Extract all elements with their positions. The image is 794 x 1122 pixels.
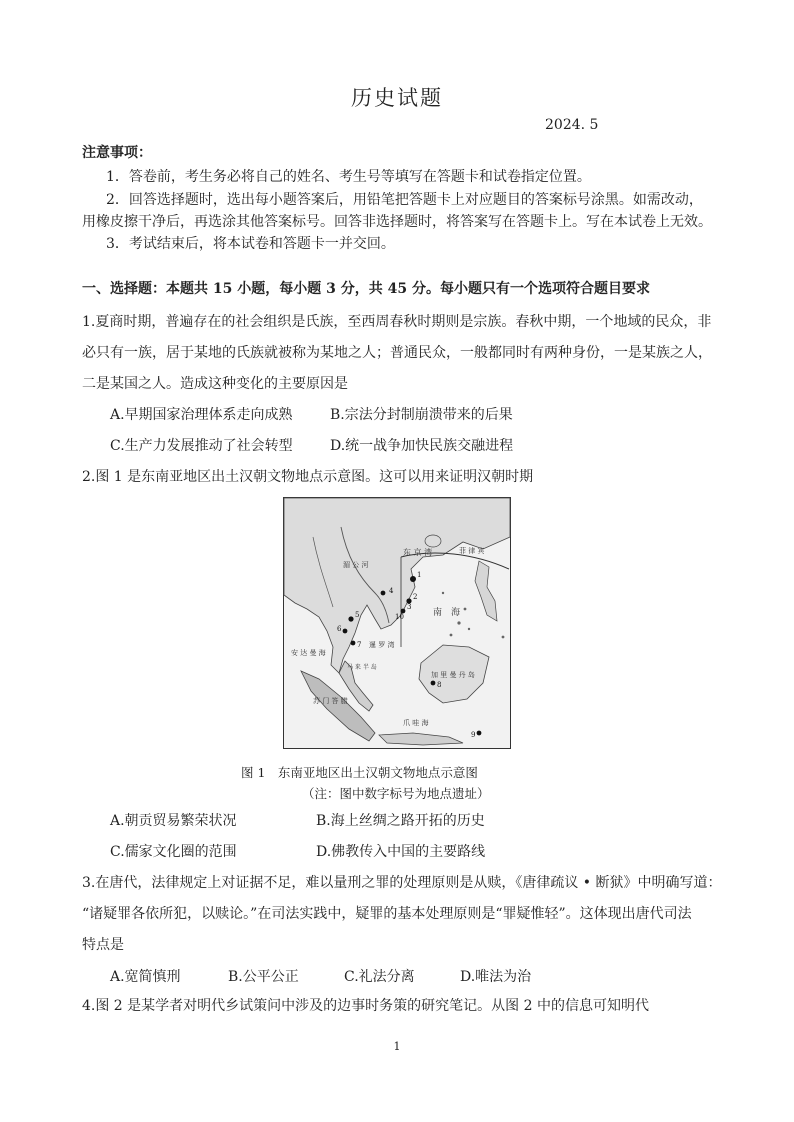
map-label-gulf-tonkin: 东 京 湾	[403, 548, 433, 557]
site-number: 9	[471, 731, 476, 739]
q1-option-b[interactable]: B.宗法分封制崩溃带来的后果	[330, 407, 513, 423]
q1-option-c[interactable]: C.生产力发展推动了社会转型	[110, 438, 293, 454]
q1-line-3: 二是某国之人。造成这种变化的主要原因是	[82, 376, 348, 392]
site-number: 10	[395, 613, 404, 621]
q1-line-1: 1.夏商时期，普遍存在的社会组织是氏族，至西周春秋时期则是宗族。春秋中期，一个地域的民众，非	[82, 314, 712, 330]
site-number: 1	[417, 571, 422, 579]
q2-line: 2.图 1 是东南亚地区出土汉朝文物地点示意图。这可以用来证明汉朝时期	[82, 469, 534, 485]
q3-line-2: “诸疑罪各依所犯，以赎论。”在司法实践中，疑罪的基本处理原则是“罪疑惟轻”。这体现出唐代司法	[82, 906, 692, 922]
figure-note: （注：图中数字标号为地点遗址）	[302, 786, 490, 801]
site-number: 5	[355, 611, 360, 619]
notice-item-2: 2．回答选择题时，选出每小题答案后，用铅笔把答题卡上对应题目的答案标号涂黑。如需改动，	[106, 192, 703, 208]
site-number: 7	[357, 641, 362, 649]
map-label-mekong: 湄 公 河	[343, 561, 369, 569]
map-label-sumatra: 苏 门 答 腊	[313, 697, 348, 705]
notice-heading: 注意事项：	[82, 145, 152, 161]
notice-item-3: 3．考试结束后，将本试卷和答题卡一并交回。	[106, 236, 395, 252]
q2-option-c[interactable]: C.儒家文化圈的范围	[110, 844, 237, 860]
map-label-philippines: 菲 律 宾	[459, 547, 485, 555]
site-number: 4	[389, 587, 394, 595]
map-label-andaman-sea: 安 达 曼 海	[291, 649, 326, 657]
q4-line: 4.图 2 是某学者对明代乡试策问中涉及的边事时务策的研究笔记。从图 2 中的信息可知明代	[82, 998, 649, 1014]
figure-caption: 图 1 东南亚地区出土汉朝文物地点示意图	[241, 765, 478, 780]
map-label-malay-peninsula: 马 来 半 岛	[347, 664, 377, 671]
site-number: 8	[437, 681, 442, 689]
q3-line-3: 特点是	[82, 937, 124, 953]
q1-option-d[interactable]: D.统一战争加快民族交融进程	[330, 438, 514, 454]
q2-option-d[interactable]: D.佛教传入中国的主要路线	[316, 844, 486, 860]
exam-date: 2024. 5	[545, 117, 599, 133]
site-number: 2	[413, 593, 418, 601]
site-number: 6	[337, 625, 342, 633]
q3-option-b[interactable]: B.公平公正	[228, 969, 299, 985]
map-label-borneo: 加 里 曼 丹 岛	[431, 671, 475, 679]
notice-item-2-cont: 用橡皮擦干净后，再选涂其他答案标号。回答非选择题时，将答案写在答题卡上。写在本试卷上无效。	[82, 214, 712, 230]
q3-line-1: 3.在唐代，法律规定上对证据不足，难以量刑之罪的处理原则是从赎，《唐律疏议 • 断狱》中明确写道：	[82, 875, 722, 891]
q1-option-a[interactable]: A.早期国家治理体系走向成熟	[110, 407, 293, 423]
q3-option-a[interactable]: A.宽简慎刑	[110, 969, 181, 985]
q3-option-c[interactable]: C.礼法分离	[344, 969, 415, 985]
map-label-gulf-siam: 暹 罗 湾	[369, 641, 395, 649]
southeast-asia-map-figure	[283, 497, 511, 749]
q3-option-d[interactable]: D.唯法为治	[460, 969, 532, 985]
page-number: 1	[393, 1040, 401, 1053]
map-label-south-sea: 南 海	[433, 608, 461, 618]
page-title: 历史试题	[351, 86, 443, 110]
map-label-java-sea: 爪 哇 海	[403, 719, 429, 727]
q1-line-2: 必只有一族，居于某地的氏族就被称为某地之人；普通民众，一般都同时有两种身份，一是某族之人，	[82, 345, 712, 361]
section-heading: 一、选择题：本题共 15 小题，每小题 3 分，共 45 分。每小题只有一个选项符合题目要求	[82, 281, 650, 297]
site-number: 3	[407, 603, 412, 611]
notice-item-1: 1．答卷前，考生务必将自己的姓名、考生号等填写在答题卡和试卷指定位置。	[106, 169, 591, 185]
q2-option-b[interactable]: B.海上丝绸之路开拓的历史	[316, 813, 485, 829]
q2-option-a[interactable]: A.朝贡贸易繁荣状况	[110, 813, 237, 829]
